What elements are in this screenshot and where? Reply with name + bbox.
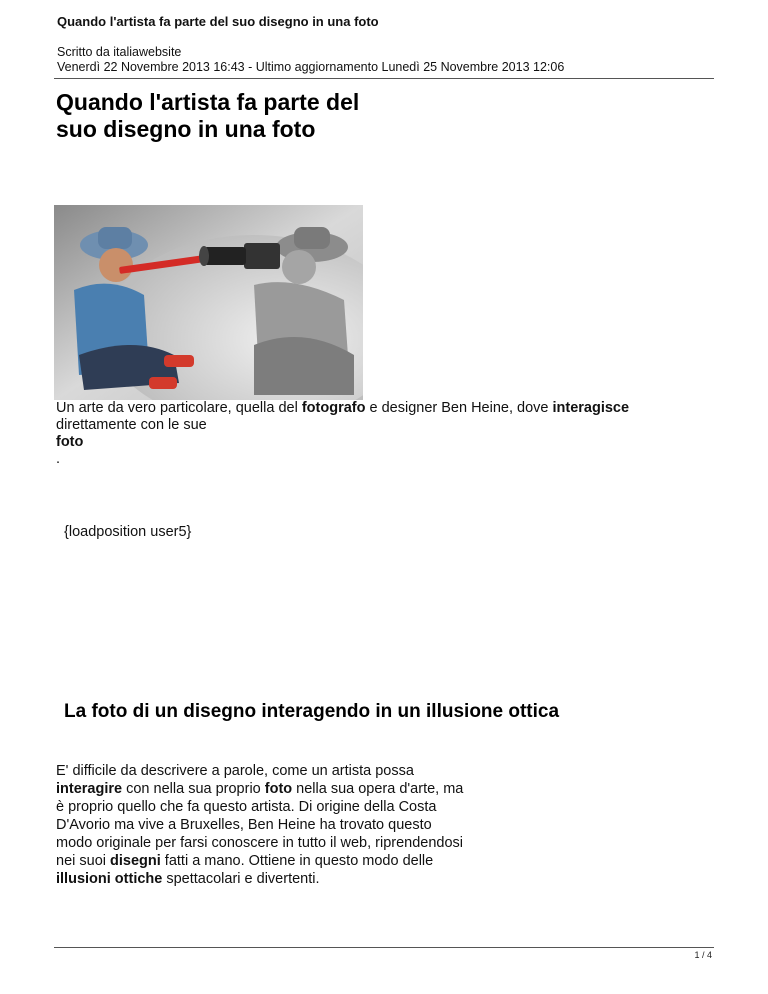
- author-line: Scritto da italiawebsite: [57, 45, 182, 59]
- keyword-fotografo: fotografo: [301, 400, 366, 416]
- top-rule: [54, 78, 714, 79]
- running-title: Quando l'artista fa parte del suo disegno in una foto: [57, 14, 379, 29]
- intro-paragraph: Un arte da vero particolare, quella del fotografo e designer Ben Heine, dove interagisce direttamente con le sue foto .: [56, 400, 630, 467]
- article-photo: [54, 205, 363, 400]
- title-line-1: Quando l'artista fa parte del: [56, 89, 360, 115]
- keyword-illusioni-ottiche: illusioni ottiche: [56, 871, 163, 887]
- keyword-interagisce: interagisce: [552, 400, 630, 416]
- keyword-foto-2: foto: [264, 781, 293, 797]
- loadposition-placeholder: {loadposition user5}: [64, 524, 192, 540]
- bottom-rule: [54, 947, 714, 948]
- keyword-foto: foto: [56, 434, 84, 450]
- byline: [57, 45, 564, 75]
- date-line: Venerdì 22 Novembre 2013 16:43 - Ultimo aggiornamento Lunedì 25 Novembre 2013 12:06: [57, 60, 565, 74]
- title-line-2: suo disegno in una foto: [56, 116, 316, 142]
- body-paragraph: E' difficile da descrivere a parole, come un artista possa interagire con nella sua proprio foto nella sua opera d'arte, ma è proprio quello che fa questo artista. Di origine della Costa D'Avorio ma vive a Bruxelles, Ben Heine ha trovato questo modo originale per farsi conoscere in tutto il web, riprendendosi nei suoi disegni fatti a mano. Ottiene in questo modo delle illusioni ottiche spettacolari e divertenti.: [56, 763, 464, 887]
- page-number: 1 / 4: [694, 950, 712, 960]
- section-subheading: La foto di un disegno interagendo in un illusione ottica: [64, 701, 560, 722]
- keyword-disegni: disegni: [110, 853, 161, 869]
- article-title: [56, 89, 476, 143]
- keyword-interagire: interagire: [56, 781, 123, 797]
- photo-illustration: [54, 205, 363, 400]
